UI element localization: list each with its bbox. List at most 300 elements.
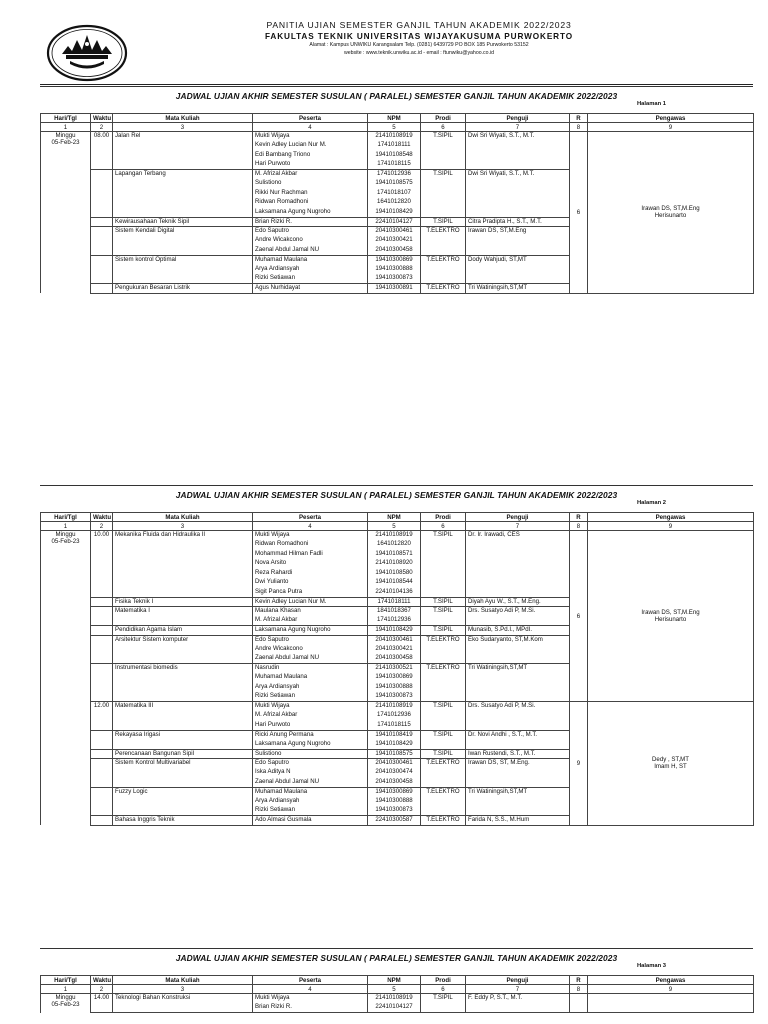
course-cell: Matematika I — [113, 607, 253, 617]
examiner-cell — [466, 236, 570, 246]
course-cell — [113, 740, 253, 750]
time-cell — [91, 740, 113, 750]
student-id-cell: 20410300474 — [368, 768, 421, 778]
student-id-cell: 19410108429 — [368, 208, 421, 218]
examiner-cell: Diyah Ayu W., S.T., M.Eng. — [466, 597, 570, 607]
supervisor-cell — [588, 531, 754, 702]
column-number: 9 — [588, 123, 754, 132]
student-id-cell: 21410108919 — [368, 531, 421, 541]
column-number-row — [41, 123, 754, 132]
page-rule — [40, 485, 753, 486]
program-cell: T.SIPIL — [421, 749, 466, 759]
participant-cell: Edi Bambang Triono — [253, 151, 368, 161]
column-number: 2 — [91, 985, 113, 994]
column-number: 8 — [570, 985, 588, 994]
column-number: 3 — [113, 522, 253, 531]
time-cell — [91, 151, 113, 161]
time-cell — [91, 616, 113, 626]
program-cell: T.ELEKTRO — [421, 227, 466, 237]
program-cell — [421, 208, 466, 218]
time-cell — [91, 160, 113, 170]
course-cell — [113, 768, 253, 778]
column-header-penguji: Penguji — [466, 114, 570, 123]
examiner-cell: Eko Sudaryanto, ST,M.Kom — [466, 635, 570, 645]
time-cell — [91, 179, 113, 189]
program-cell — [421, 236, 466, 246]
student-id-cell: 21410300521 — [368, 664, 421, 674]
examiner-cell: Tri Watiningsih,ST,MT — [466, 284, 570, 294]
program-cell — [421, 189, 466, 199]
time-cell: 12.00 — [91, 702, 113, 712]
column-header-room: R — [570, 114, 588, 123]
course-cell — [113, 569, 253, 579]
student-id-cell: 19410300869 — [368, 255, 421, 265]
participant-cell: Ridwan Romadhoni — [253, 198, 368, 208]
time-cell — [91, 208, 113, 218]
participant-cell: Arya Ardiansyah — [253, 797, 368, 807]
time-cell — [91, 607, 113, 617]
column-header-mata-kuliah: Mata Kuliah — [113, 114, 253, 123]
time-cell — [91, 635, 113, 645]
time-cell — [91, 730, 113, 740]
participant-cell: Rizki Setiawan — [253, 806, 368, 816]
column-header-waktu: Waktu — [91, 114, 113, 123]
column-header-prodi: Prodi — [421, 114, 466, 123]
participant-cell: Zaenal Abdul Jamal NU — [253, 778, 368, 788]
course-cell — [113, 721, 253, 731]
course-cell — [113, 559, 253, 569]
column-number: 9 — [588, 985, 754, 994]
program-cell — [421, 559, 466, 569]
supervisor-cell — [588, 994, 754, 1013]
examiner-cell — [466, 1003, 570, 1013]
time-cell — [91, 227, 113, 237]
student-id-cell: 19410108571 — [368, 550, 421, 560]
time-cell — [91, 540, 113, 550]
examiner-cell — [466, 673, 570, 683]
column-header-peserta: Peserta — [253, 976, 368, 985]
program-cell: T.ELEKTRO — [421, 787, 466, 797]
participant-cell: M. Afrizal Akbar — [253, 616, 368, 626]
student-id-cell: 19410108419 — [368, 730, 421, 740]
student-id-cell: 20410300458 — [368, 654, 421, 664]
program-cell — [421, 806, 466, 816]
column-header-npm: NPM — [368, 513, 421, 522]
program-cell — [421, 645, 466, 655]
course-cell — [113, 806, 253, 816]
time-cell — [91, 664, 113, 674]
column-number: 3 — [113, 985, 253, 994]
exam-date: 05-Feb-23 — [51, 139, 80, 146]
participant-cell: Hari Purwoto — [253, 160, 368, 170]
course-cell — [113, 141, 253, 151]
student-id-cell: 1741012936 — [368, 616, 421, 626]
participant-cell: Zaenal Abdul Jamal NU — [253, 246, 368, 256]
examiner-cell — [466, 550, 570, 560]
course-cell — [113, 236, 253, 246]
time-cell — [91, 692, 113, 702]
participant-cell: Laksamana Agung Nugroho — [253, 740, 368, 750]
participant-cell: Reza Rahardi — [253, 569, 368, 579]
column-number: 7 — [466, 522, 570, 531]
student-id-cell: 19410300869 — [368, 787, 421, 797]
day-date-cell — [41, 132, 91, 294]
program-cell — [421, 179, 466, 189]
course-cell — [113, 692, 253, 702]
time-cell — [91, 759, 113, 769]
student-id-cell: 19410108575 — [368, 179, 421, 189]
course-cell — [113, 673, 253, 683]
program-cell: T.ELEKTRO — [421, 816, 466, 826]
column-number: 4 — [253, 522, 368, 531]
student-id-cell: 19410108429 — [368, 626, 421, 636]
participant-cell: Rizki Setiawan — [253, 274, 368, 284]
program-cell — [421, 160, 466, 170]
examiner-cell: Dr. Novi Andhi , S.T., M.T. — [466, 730, 570, 740]
supervisor-name: Herisunarto — [654, 616, 687, 623]
examiner-cell — [466, 569, 570, 579]
program-cell — [421, 711, 466, 721]
time-cell — [91, 797, 113, 807]
student-id-cell: 20410300421 — [368, 236, 421, 246]
column-header-pengawas: Pengawas — [588, 114, 754, 123]
participant-cell: Sulistiono — [253, 179, 368, 189]
page-rule — [40, 948, 753, 949]
participant-cell: Rikki Nur Rachman — [253, 189, 368, 199]
column-header-mata-kuliah: Mata Kuliah — [113, 513, 253, 522]
examiner-cell — [466, 151, 570, 161]
time-cell — [91, 569, 113, 579]
time-cell — [91, 246, 113, 256]
course-cell — [113, 711, 253, 721]
participant-cell: Muhamad Maulana — [253, 255, 368, 265]
student-id-cell: 19410108548 — [368, 151, 421, 161]
student-id-cell: 19410108580 — [368, 569, 421, 579]
time-cell — [91, 626, 113, 636]
time-cell — [91, 711, 113, 721]
course-cell — [113, 246, 253, 256]
examiner-cell: Dwi Sri Wiyati, S.T., M.T. — [466, 132, 570, 142]
day-date-cell — [41, 994, 91, 1013]
column-header-waktu: Waktu — [91, 976, 113, 985]
examiner-cell: Dr. Ir. Irawadi, CES — [466, 531, 570, 541]
participant-cell: Zaenal Abdul Jamal NU — [253, 654, 368, 664]
header-row — [41, 114, 754, 123]
course-cell — [113, 683, 253, 693]
student-id-cell: 1741018111 — [368, 597, 421, 607]
program-cell: T.SIPIL — [421, 994, 466, 1004]
program-cell — [421, 778, 466, 788]
column-number: 4 — [253, 123, 368, 132]
examiner-cell — [466, 559, 570, 569]
participant-cell: Ado Almasi Gusmala — [253, 816, 368, 826]
page-number: Halaman 3 — [637, 963, 666, 969]
column-header-peserta: Peserta — [253, 114, 368, 123]
program-cell — [421, 692, 466, 702]
participant-cell: Arya Ardiansyah — [253, 683, 368, 693]
program-cell — [421, 569, 466, 579]
examiner-cell — [466, 179, 570, 189]
student-id-cell: 20410300458 — [368, 778, 421, 788]
course-cell: Lapangan Terbang — [113, 170, 253, 180]
column-number: 2 — [91, 522, 113, 531]
examiner-cell: Tri Watiningsih,ST,MT — [466, 787, 570, 797]
student-id-cell: 19410300873 — [368, 274, 421, 284]
student-id-cell: 1741018115 — [368, 160, 421, 170]
column-number-row — [41, 985, 754, 994]
course-cell: Perencanaan Bangunan Sipil — [113, 749, 253, 759]
time-cell — [91, 749, 113, 759]
time-cell — [91, 189, 113, 199]
student-id-cell: 22410104127 — [368, 217, 421, 227]
program-cell: T.SIPIL — [421, 132, 466, 142]
examiner-cell: F. Eddy P, S.T., M.T. — [466, 994, 570, 1004]
examiner-cell — [466, 208, 570, 218]
program-cell: T.ELEKTRO — [421, 255, 466, 265]
student-id-cell: 19410300873 — [368, 692, 421, 702]
course-cell: Arsitektur Sistem komputer — [113, 635, 253, 645]
column-header-hari: Hari/Tgl — [41, 114, 91, 123]
program-cell — [421, 588, 466, 598]
column-number-row — [41, 522, 754, 531]
course-cell — [113, 160, 253, 170]
table-row — [41, 702, 754, 712]
program-cell — [421, 721, 466, 731]
program-cell: T.ELEKTRO — [421, 759, 466, 769]
column-number: 6 — [421, 123, 466, 132]
student-id-cell: 1741018107 — [368, 189, 421, 199]
header-row — [41, 976, 754, 985]
examiner-cell — [466, 588, 570, 598]
table-row — [41, 531, 754, 541]
participant-cell: Mukti Wijaya — [253, 531, 368, 541]
time-cell — [91, 141, 113, 151]
column-header-prodi: Prodi — [421, 976, 466, 985]
program-cell — [421, 654, 466, 664]
time-cell — [91, 198, 113, 208]
student-id-cell: 21410108919 — [368, 702, 421, 712]
column-header-penguji: Penguji — [466, 976, 570, 985]
examiner-cell — [466, 616, 570, 626]
letterhead-rule — [40, 84, 753, 85]
schedule-table — [40, 975, 754, 1013]
course-cell — [113, 654, 253, 664]
student-id-cell: 19410108544 — [368, 578, 421, 588]
examiner-cell: Farida N, S.S., M.Hum — [466, 816, 570, 826]
column-header-npm: NPM — [368, 114, 421, 123]
participant-cell: Brian Rizki R. — [253, 1003, 368, 1013]
examiner-cell: Drs. Susatyo Adi P, M.Si. — [466, 607, 570, 617]
supervisor-name: Imam H, ST — [654, 763, 687, 771]
student-id-cell: 20410300461 — [368, 759, 421, 769]
program-cell — [421, 198, 466, 208]
column-header-hari: Hari/Tgl — [41, 976, 91, 985]
student-id-cell: 22410104136 — [368, 588, 421, 598]
schedule-title: JADWAL UJIAN AKHIR SEMESTER SUSULAN ( PARALEL) SEMESTER GANJIL TAHUN AKADEMIK 2022/2023 — [175, 490, 618, 500]
examiner-cell: Irawan DS, ST,M.Eng — [466, 227, 570, 237]
program-cell — [421, 768, 466, 778]
time-cell — [91, 550, 113, 560]
student-id-cell: 19410108575 — [368, 749, 421, 759]
examiner-cell — [466, 654, 570, 664]
participant-cell: Arya Ardiansyah — [253, 265, 368, 275]
course-cell: Bahasa Inggris Teknik — [113, 816, 253, 826]
course-cell: Fuzzy Logic — [113, 787, 253, 797]
time-cell — [91, 255, 113, 265]
time-cell — [91, 236, 113, 246]
course-cell — [113, 189, 253, 199]
student-id-cell: 19410300869 — [368, 673, 421, 683]
time-cell: 10.00 — [91, 531, 113, 541]
program-cell — [421, 616, 466, 626]
website-line: website : www.teknik.unwiku.ac.id - email : ftunwiku@yahoo.co.id — [343, 49, 494, 56]
program-cell: T.SIPIL — [421, 531, 466, 541]
examiner-cell: Iwan Rustendi, S.T., M.T. — [466, 749, 570, 759]
faculty-line: FAKULTAS TEKNIK UNIVERSITAS WIJAYAKUSUMA PURWOKERTO — [264, 32, 574, 41]
student-id-cell: 20410300461 — [368, 227, 421, 237]
participant-cell: M. Afrizal Akbar — [253, 170, 368, 180]
participant-cell: Laksamana Agung Nugroho — [253, 208, 368, 218]
course-cell: Jalan Rel — [113, 132, 253, 142]
program-cell: T.ELEKTRO — [421, 284, 466, 294]
time-cell — [91, 217, 113, 227]
participant-cell: Mukti Wijaya — [253, 994, 368, 1004]
program-cell — [421, 141, 466, 151]
course-cell — [113, 778, 253, 788]
participant-cell: Maulana Khasan — [253, 607, 368, 617]
time-cell — [91, 578, 113, 588]
course-cell — [113, 540, 253, 550]
column-header-npm: NPM — [368, 976, 421, 985]
participant-cell: Kevin Adley Lucian Nur M. — [253, 141, 368, 151]
column-number: 8 — [570, 123, 588, 132]
time-cell — [91, 806, 113, 816]
column-number: 3 — [113, 123, 253, 132]
program-cell: T.SIPIL — [421, 730, 466, 740]
examiner-cell — [466, 274, 570, 284]
day-date-cell — [41, 531, 91, 826]
page-number: Halaman 1 — [637, 101, 666, 107]
time-cell: 14.00 — [91, 994, 113, 1004]
column-number: 5 — [368, 123, 421, 132]
student-id-cell: 21410108919 — [368, 132, 421, 142]
examiner-cell: Citra Pradipta H., S.T., M.T. — [466, 217, 570, 227]
supervisor-name: Herisunarto — [654, 212, 687, 220]
schedule-table — [40, 113, 754, 294]
participant-cell: Edo Saputro — [253, 635, 368, 645]
participant-cell: Muhamad Maulana — [253, 787, 368, 797]
examiner-cell: Drs. Susatyo Adi P, M.Si. — [466, 702, 570, 712]
participant-cell: Andre Wicakcono — [253, 645, 368, 655]
participant-cell: Brian Rizki R. — [253, 217, 368, 227]
participant-cell: Sulistiono — [253, 749, 368, 759]
time-cell: 08.00 — [91, 132, 113, 142]
time-cell — [91, 787, 113, 797]
program-cell — [421, 550, 466, 560]
program-cell: T.SIPIL — [421, 702, 466, 712]
course-cell: Mekanika Fluida dan Hidraulika II — [113, 531, 253, 541]
participant-cell: Muhamad Maulana — [253, 673, 368, 683]
course-cell — [113, 179, 253, 189]
participant-cell: Sigit Panca Putra — [253, 588, 368, 598]
participant-cell: Edo Saputro — [253, 759, 368, 769]
schedule-title: JADWAL UJIAN AKHIR SEMESTER SUSULAN ( PARALEL) SEMESTER GANJIL TAHUN AKADEMIK 2022/2023 — [175, 953, 618, 963]
student-id-cell: 21410108919 — [368, 994, 421, 1004]
time-cell — [91, 683, 113, 693]
examiner-cell — [466, 189, 570, 199]
participant-cell: M. Afrizal Akbar — [253, 711, 368, 721]
schedule-title: JADWAL UJIAN AKHIR SEMESTER SUSULAN ( PARALEL) SEMESTER GANJIL TAHUN AKADEMIK 2022/2023 — [175, 91, 618, 101]
course-cell: Rekayasa Irigasi — [113, 730, 253, 740]
program-cell: T.ELEKTRO — [421, 635, 466, 645]
column-number: 2 — [91, 123, 113, 132]
time-cell — [91, 778, 113, 788]
student-id-cell: 20410300421 — [368, 645, 421, 655]
table-row — [41, 132, 754, 142]
time-cell — [91, 768, 113, 778]
time-cell — [91, 559, 113, 569]
course-cell — [113, 797, 253, 807]
column-header-room: R — [570, 513, 588, 522]
student-id-cell: 1741018111 — [368, 141, 421, 151]
room-cell: 6 — [570, 531, 588, 702]
course-cell: Sistem kontrol Optimal — [113, 255, 253, 265]
program-cell: T.SIPIL — [421, 626, 466, 636]
program-cell — [421, 740, 466, 750]
time-cell — [91, 284, 113, 294]
examiner-cell — [466, 740, 570, 750]
letterhead-text — [140, 20, 698, 57]
examiner-cell: Dody Wahjudi, ST,MT — [466, 255, 570, 265]
student-id-cell: 19410108429 — [368, 740, 421, 750]
column-number: 1 — [41, 985, 91, 994]
time-cell — [91, 673, 113, 683]
participant-cell: Ridwan Romadhoni — [253, 540, 368, 550]
time-cell — [91, 1003, 113, 1013]
course-cell — [113, 274, 253, 284]
course-cell — [113, 645, 253, 655]
student-id-cell: 1641012820 — [368, 540, 421, 550]
column-number: 6 — [421, 522, 466, 531]
course-cell: Matematika III — [113, 702, 253, 712]
examiner-cell — [466, 797, 570, 807]
examiner-cell: Irawan DS, ST, M.Eng. — [466, 759, 570, 769]
column-number: 8 — [570, 522, 588, 531]
course-cell — [113, 550, 253, 560]
table-row — [41, 994, 754, 1004]
student-id-cell: 1641012820 — [368, 198, 421, 208]
student-id-cell: 1841018367 — [368, 607, 421, 617]
student-id-cell: 1741018115 — [368, 721, 421, 731]
time-cell — [91, 645, 113, 655]
examiner-cell — [466, 246, 570, 256]
examiner-cell — [466, 778, 570, 788]
examiner-cell: Munasib, S.Pd.I., MPdI. — [466, 626, 570, 636]
column-header-pengawas: Pengawas — [588, 513, 754, 522]
column-header-penguji: Penguji — [466, 513, 570, 522]
examiner-cell — [466, 806, 570, 816]
supervisor-name: Irawan DS, ST,M.Eng — [641, 205, 700, 213]
header-row — [41, 513, 754, 522]
program-cell — [421, 1003, 466, 1013]
examiner-cell — [466, 645, 570, 655]
course-cell — [113, 151, 253, 161]
program-cell — [421, 683, 466, 693]
program-cell: T.SIPIL — [421, 170, 466, 180]
student-id-cell: 20410300461 — [368, 635, 421, 645]
student-id-cell: 19410300888 — [368, 797, 421, 807]
program-cell: T.ELEKTRO — [421, 664, 466, 674]
